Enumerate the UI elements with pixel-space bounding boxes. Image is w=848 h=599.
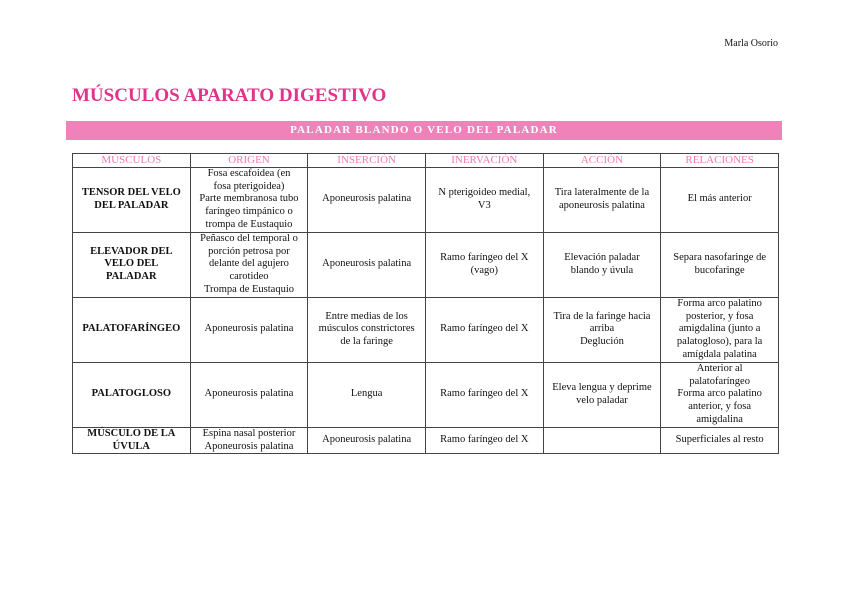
header-origen: ORIGEN bbox=[190, 154, 308, 168]
relations-cell: Anterior al palatofaríngeo Forma arco palatino anterior, y fosa amigdalina bbox=[661, 362, 779, 427]
table-row bbox=[73, 232, 779, 297]
header-relaciones: RELACIONES bbox=[661, 154, 779, 168]
table-row bbox=[73, 297, 779, 362]
innervation-cell: Ramo faríngeo del X bbox=[425, 427, 543, 454]
origin-cell: Peñasco del temporal o porción petrosa por delante del agujero carotideo Trompa de Eustaquio bbox=[190, 232, 308, 297]
action-cell: Tira de la faringe hacia arriba Deglución bbox=[543, 297, 661, 362]
muscle-cell: TENSOR DEL VELO DEL PALADAR bbox=[73, 167, 191, 232]
origin-cell: Espina nasal posterior Aponeurosis palatina bbox=[190, 427, 308, 454]
page-title: MÚSCULOS APARATO DIGESTIVO bbox=[72, 85, 387, 106]
origin-cell: Aponeurosis palatina bbox=[190, 297, 308, 362]
action-cell: Elevación paladar blando y úvula bbox=[543, 232, 661, 297]
insertion-cell: Aponeurosis palatina bbox=[308, 167, 426, 232]
origin-cell: Aponeurosis palatina bbox=[190, 362, 308, 427]
action-cell: Tira lateralmente de la aponeurosis palatina bbox=[543, 167, 661, 232]
header-inervacion: INERVACIÓN bbox=[425, 154, 543, 168]
table-row bbox=[73, 362, 779, 427]
table-header-row bbox=[73, 154, 779, 168]
table-row bbox=[73, 427, 779, 454]
insertion-cell: Aponeurosis palatina bbox=[308, 232, 426, 297]
innervation-cell: N pterigoideo medial, V3 bbox=[425, 167, 543, 232]
relations-cell: El más anterior bbox=[661, 167, 779, 232]
muscle-cell: PALATOGLOSO bbox=[73, 362, 191, 427]
muscles-table bbox=[72, 153, 779, 454]
innervation-cell: Ramo faríngeo del X (vago) bbox=[425, 232, 543, 297]
author-name: Marla Osorio bbox=[724, 38, 778, 49]
header-insercion: INSERCIÓN bbox=[308, 154, 426, 168]
muscle-cell: MÚSCULO DE LA ÚVULA bbox=[73, 427, 191, 454]
action-cell bbox=[543, 427, 661, 454]
table-row bbox=[73, 167, 779, 232]
relations-cell: Forma arco palatino posterior, y fosa amigdalina (junto a palatogloso), para la amígdala palatina bbox=[661, 297, 779, 362]
relations-cell: Separa nasofaringe de bucofaringe bbox=[661, 232, 779, 297]
innervation-cell: Ramo faríngeo del X bbox=[425, 362, 543, 427]
insertion-cell: Aponeurosis palatina bbox=[308, 427, 426, 454]
insertion-cell: Entre medias de los músculos constrictores de la faringe bbox=[308, 297, 426, 362]
action-cell: Eleva lengua y deprime velo paladar bbox=[543, 362, 661, 427]
innervation-cell: Ramo faríngeo del X bbox=[425, 297, 543, 362]
muscle-cell: ELEVADOR DEL VELO DEL PALADAR bbox=[73, 232, 191, 297]
relations-cell: Superficiales al resto bbox=[661, 427, 779, 454]
insertion-cell: Lengua bbox=[308, 362, 426, 427]
muscle-cell: PALATOFARÍNGEO bbox=[73, 297, 191, 362]
header-accion: ACCIÓN bbox=[543, 154, 661, 168]
origin-cell: Fosa escafoidea (en fosa pterigoidea) Parte membranosa tubo faríngeo timpánico o trompa de Eustaquio bbox=[190, 167, 308, 232]
section-banner: PALADAR BLANDO O VELO DEL PALADAR bbox=[66, 121, 782, 140]
header-musculos: MÚSCULOS bbox=[73, 154, 191, 168]
